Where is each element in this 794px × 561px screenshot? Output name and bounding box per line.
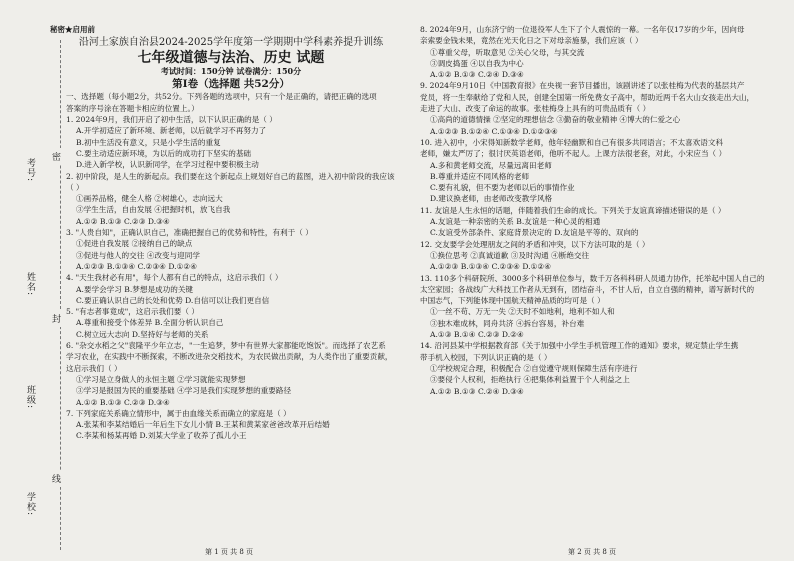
class-label: 班级: [25,385,35,410]
text-line: 7. 下列家庭关系确立情形中，属于由血缘关系而确立的家庭是（ ） [66,408,291,418]
text-line: 党员，将一生奉献给了党和人民，创建全国第一所免费女子高中，帮助近两千名大山女孩走出大山， [420,92,755,102]
text-line: 11. 友谊是人生永恒的话题，伴随着我们生命的成长。下列关于友谊真谛描述错误的是（ ） [420,205,726,215]
text-line: A.①② B.①③ C.②④ D.③④ [430,70,524,80]
text-line: A.友谊是一种亲密的关系 B.友谊是一种心灵的相通 [430,217,601,227]
text-line: A.张某和李某结婚后一年后生下女儿小情 B.王某和黄某家爸爸改革开后结婚 [76,420,330,430]
text-line: A.①②③ B.①③④ C.②③④ D.①②④ [430,262,552,272]
text-line: 13. 110多个科研院所、3000多个科研单位参与，数千万各科科研人员通力协作，托举起中国人自己的 [420,273,765,283]
text-line: ①尊重父母，听取意见 ②关心父母，与其交流 [430,47,585,57]
text-line: ①学校规定合理，积极配合 ②自觉遵守规则保障生活有序进行 [430,363,638,373]
left-questions [66,91,396,441]
text-line: ③调皮捣蛋 ④以自我为中心 [430,58,524,68]
text-line: 8. 2024年9月，山东济宁的一位退役军人生下了个人震惊的一幕。一名年仅17岁的少年，因向母 [420,25,745,34]
text-line: ①促进自我发展 ②接纳自己的缺点 [76,239,193,249]
text-line: ①画养品格，健全人格 ②树雄心，志向远大 [76,194,223,204]
text-line: D.进入新学校，认识新同学，在学习过程中要积极主动 [76,160,259,170]
text-line: 12. 交友要学会处理朋友之间的矛盾和冲突，以下方法可取的是（ ） [420,239,650,249]
text-line: C.要有礼貌，但不要为老师以后的事情作业 [430,183,575,193]
text-line: 6. "杂交水稻之父"袁隆平少年立志，"一生追梦，梦中有世界大家都能吃饱饭"。而选择了农艺系 [66,341,386,351]
text-line: （ ） [66,182,84,192]
text-line: C.李某和杨某再婚 D.刘某大学业了收养了孤儿小王 [76,431,247,441]
page-footer-left: 第 1 页 共 8 页 [205,548,254,556]
text-line: C.要正确认识自己的长处和优势 D.自信可以让我们更自信 [76,295,270,305]
text-line: 2. 初中阶段，是人生的新起点。我们要在这个新起点上规划好自己的蓝图，进入初中阶段的我应该 [66,171,395,181]
left-column [50,24,396,442]
text-line: A.多和黄老师交流，尽量远离田老师 [430,160,552,170]
text-line: 5. "有志者事竟成"，这启示我们要（ ） [66,307,199,317]
text-line: A.①② B.①③ C.②④ D.③④ [430,386,524,396]
seal-char: 密 [52,148,61,165]
text-line: C.友谊受外部条件、家庭背景决定的 D.友谊是平等的、双向的 [430,228,639,238]
text-line: B.尊重并适应不同风格的老师 [430,171,530,181]
text-line: A.①②③ B.①③④ C.②③④ D.①②④ [76,261,198,271]
text-line: 中国志气，下列能体现中国航天精神品质的均可是（ ） [420,296,605,306]
text-line: 这启示我们（ ） [66,363,122,373]
page-footer-right: 第 2 页 共 8 页 [568,548,617,556]
text-line: B.初中生活没有意义，只是小学生活的重复 [76,137,221,147]
text-line: 10. 进入初中，小宋得知新数学老师，他年轻幽默和自己有很多共同语言；不太喜欢语文科 [420,137,724,147]
text-line: A.①②③ B.①②④ C.①③④ D.①②③④ [430,126,558,136]
text-line: ③要侵个人权利，拒绝执行 ④把集体利益置于个人利益之上 [430,375,630,385]
text-line: 太空家园；各战线广大科技工作者从无到有，团结奋斗，不甘人后，自立自强的精神，谱写新时代的 [420,284,755,294]
name-label: 姓名: [25,272,35,297]
text-line: A.①③ B.①④ C.②③ D.②④ [430,330,524,340]
text-line: ③独木难成林，同舟共济 ④拆台容易，补台难 [430,318,585,328]
text-line: 3. "人贵自知"，正确认识自己，准确把握自己的优势和特性，有利于（ ） [66,228,313,238]
seal-char: 封 [52,310,61,327]
binding-margin [22,40,68,550]
text-line: ③学生生活，自由发展 ④把握时机，放飞自我 [76,205,231,215]
text-line: 1. 2024年9月，我们开启了初中生活，以下认识正确的是（ ） [66,115,277,125]
text-line: ①高尚的道德情操 ②坚定的理想信念 ③勤奋的敬业精神 ④博大的仁爱之心 [430,115,681,125]
text-line: A.①② B.①③ C.②③ D.③④ [76,397,170,407]
text-line: A.①② B.①③ C.②③ D.③④ [76,216,170,226]
text-line: 一、选择题（每小题2分，共52分。下列各题的选项中，只有一个是正确的，请把正确的选项 [66,92,377,102]
text-line: 14. 沿河县某中学根据教育部《关于加强中小学生手机管理工作的通知》要求，规定禁止学生携 [420,341,739,351]
right-questions [420,24,776,397]
exam-info: 考试时间：150分钟 试卷满分：150分 [160,65,302,76]
seal-char: 线 [52,470,61,487]
text-line: ①换位思考 ②真诚道歉 ③及时沟通 ④断绝交往 [430,250,590,260]
text-line: ③学习是报国为民的重要基础 ④学习是我们实现梦想的重要路径 [76,386,292,396]
text-line: C.要主动适应新环境，为以后的成功打下坚实的基础 [76,148,252,158]
text-line: A.尊重和接受个体差异 B.全面分析认识自己 [76,318,224,328]
text-line: ①学习是立身做人的永恒主题 ②学习就能实现梦想 [76,374,246,384]
text-line: ①一丝不苟、万无一失 ②天时不如地利，地利不如人和 [430,307,615,317]
text-line: A.要学会学习 B.梦想是成功的关键 [76,284,194,294]
exam-no-label: 考号: [25,158,35,183]
volume-heading: 第Ⅰ卷（选择题 共52分） [172,78,290,91]
text-line: A.开学初适应了新环境、新老师，以后就学习不再努力了 [76,126,267,136]
text-line: 学习农业，在实践中不断探索，不断改进杂交稻技术，为农民做出贡献，为人类作出了重要贡献， [66,352,393,362]
secret-mark: 秘密★启用前 [50,25,95,34]
text-line: D.建议换老师，由老师改变教学风格 [430,194,553,204]
text-line: C.树立远大志向 D.坚持好与老师的关系 [76,329,209,339]
exam-title: 七年级道德与法治、历史 试题 [137,49,325,66]
text-line: 老师，嫌太严厉了；很讨厌英语老师，他听不起人。上课方法很老套，对此，小宋应当（ ） [420,149,727,159]
text-line: 带手机入校园，下列认识正确的是（ ） [420,352,552,362]
text-line: 答案的序号涂在答题卡相应的位置上。） [66,103,199,113]
text-line: 走进了大山、改变了命运的故事。张桂梅身上具有的可贵品质有（ ） [420,104,651,114]
text-line: 亲索要金钱未果，竟然在光天化日之下对母亲施暴，我们应该（ ） [420,36,643,46]
right-column [420,24,776,397]
exam-header: 沿河土家族自治县2024-2025学年度第一学期期中学科素养提升训练 [78,37,384,49]
text-line: 9. 2024年9月10日《中国教育报》在央视一套节目播出，该剧讲述了以张桂梅为代表的基层共产 [420,81,745,91]
text-line: ③促进与他人的交往 ④改变与迎同学 [76,250,200,260]
school-label: 学校: [25,492,35,517]
text-line: 4. "天生我材必有用"，每个人都有自己的特点，这启示我们（ ） [66,273,283,283]
